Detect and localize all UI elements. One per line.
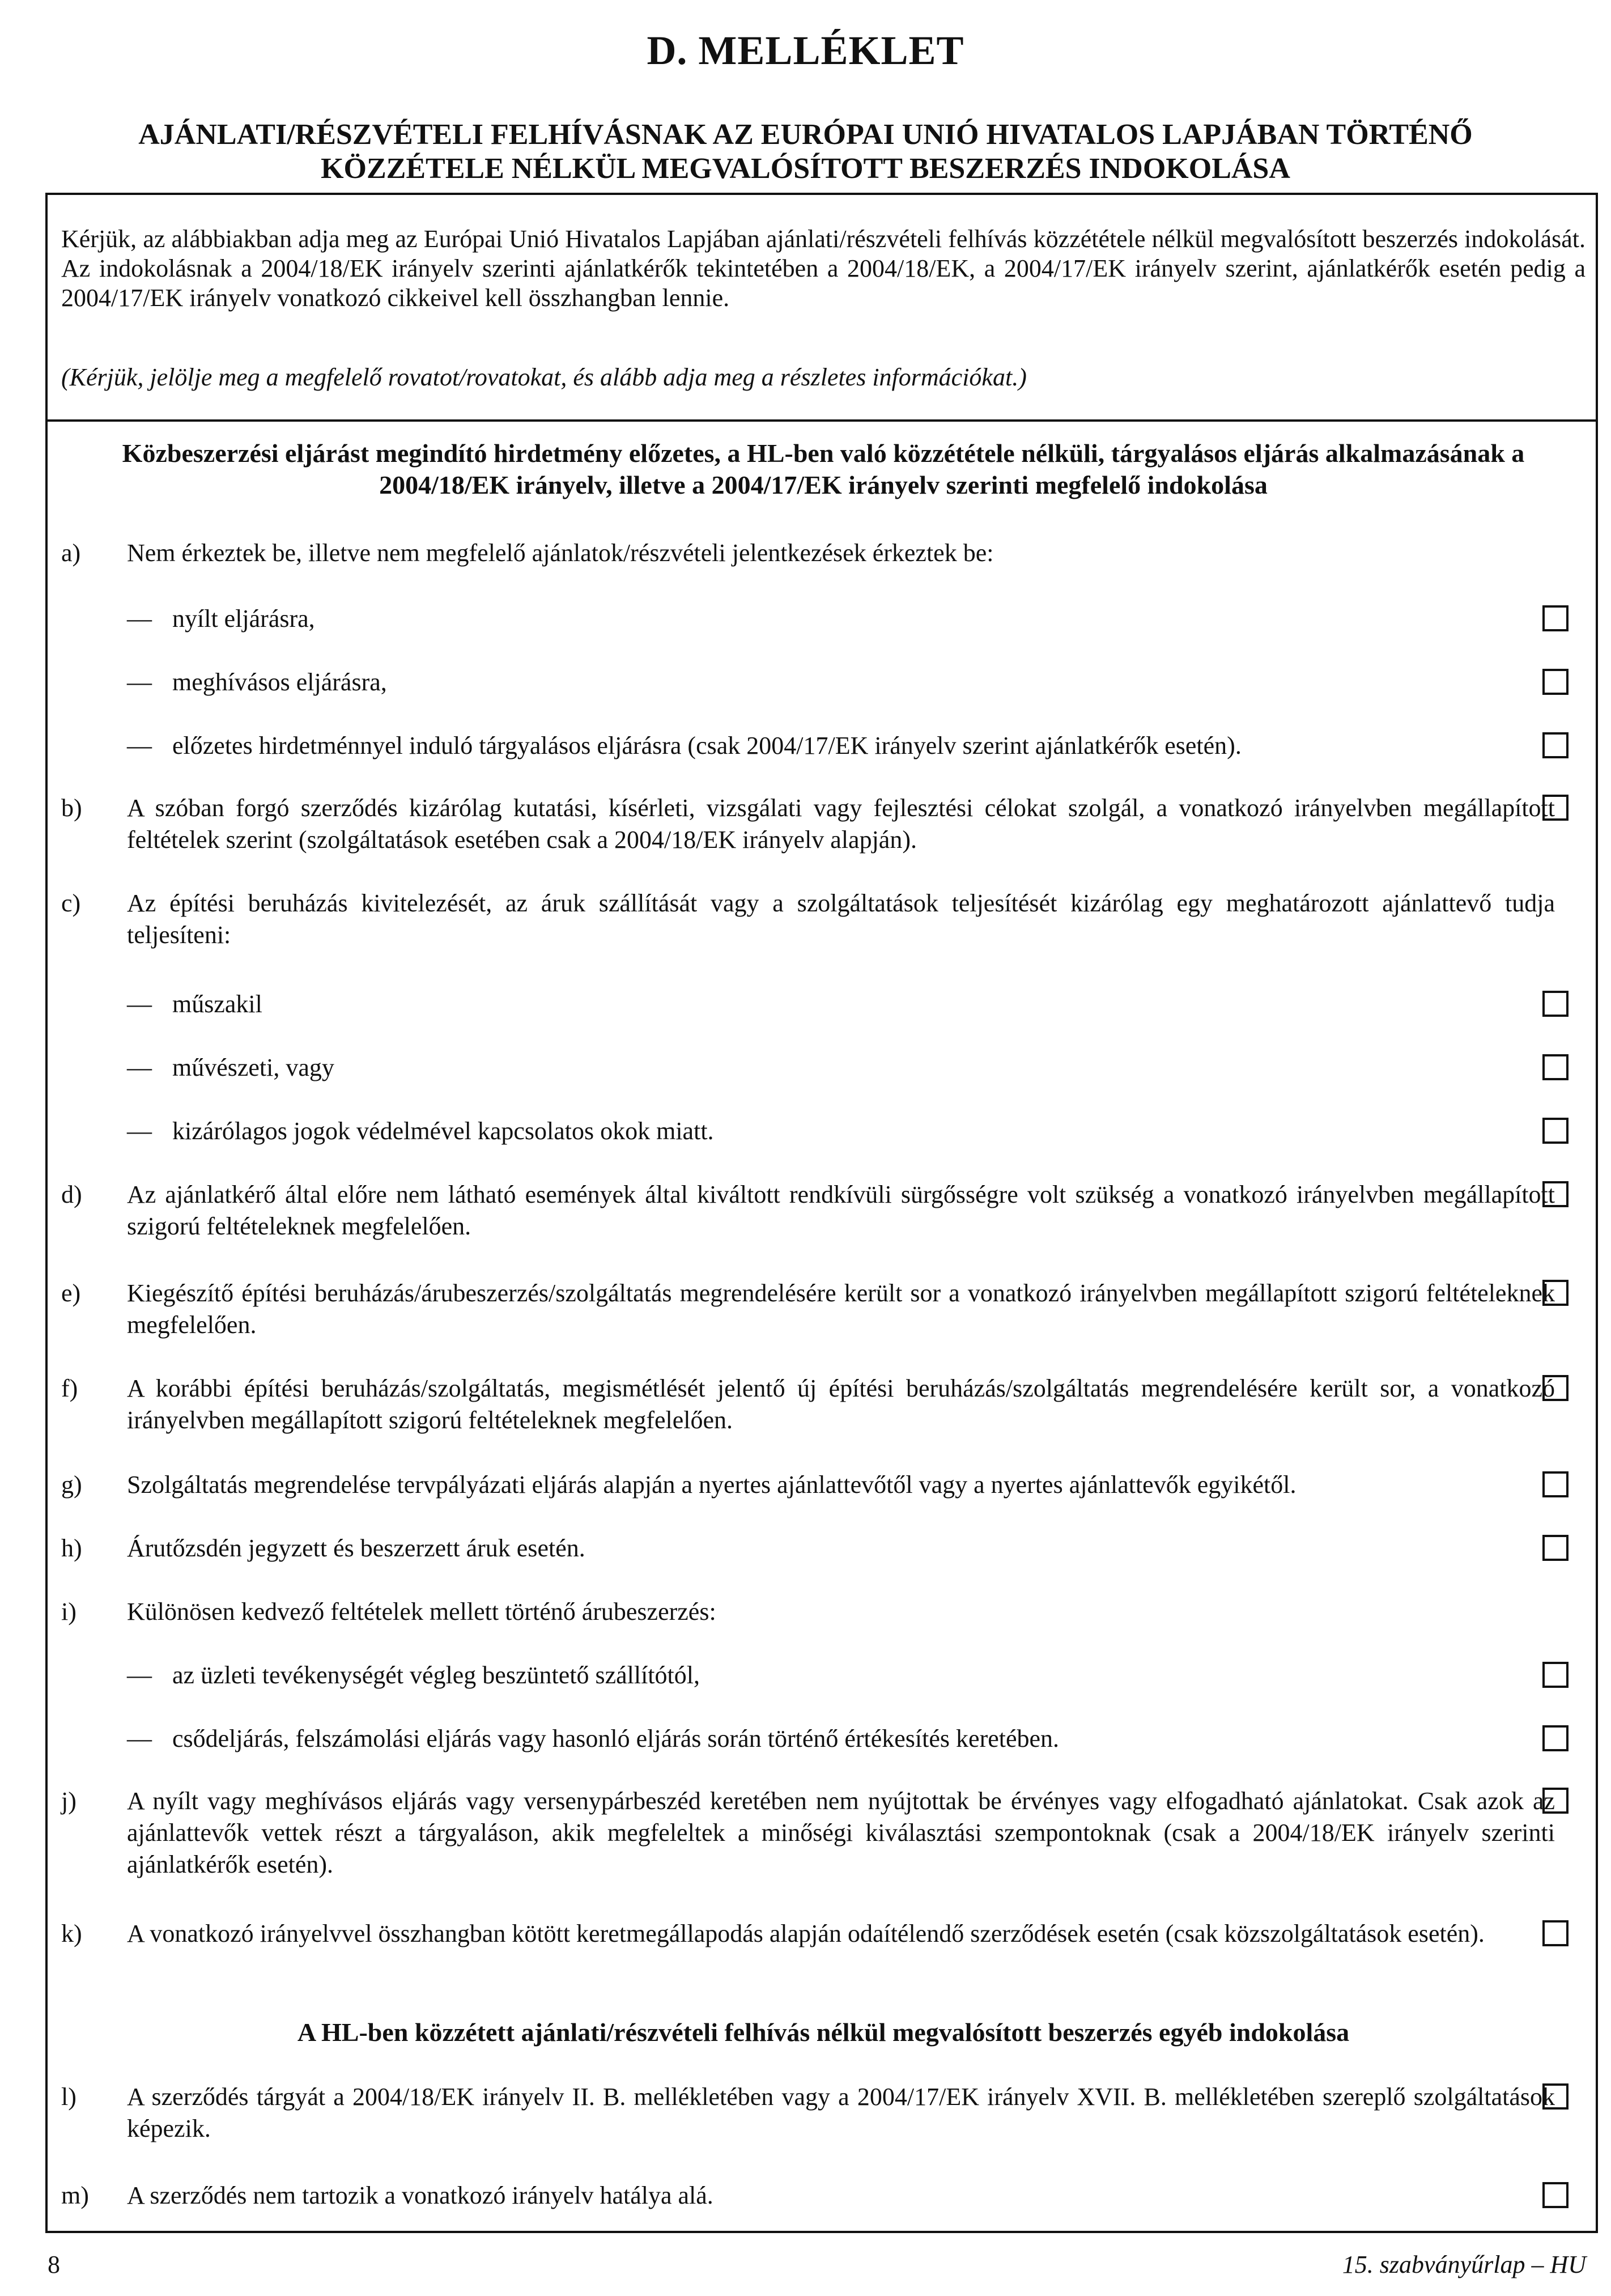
item-text: A szerződés tárgyát a 2004/18/EK irányelv II. B. mellékletében vagy a 2004/17/EK irányelv XVII. B. mellékletében szereplő szolgáltatások képezik. [127, 2083, 1555, 2142]
item-text: Kiegészítő építési beruházás/árubeszerzés/szolgáltatás megrendelésére került sor a vonatkozó irányelvben megállapított szigorú feltételeknek megfelelően. [127, 1279, 1555, 1339]
subtitle-line-1: AJÁNLATI/RÉSZVÉTELI FELHÍVÁSNAK AZ EURÓPAI UNIÓ HIVATALOS LAPJÁBAN TÖRTÉNŐ [138, 118, 1473, 151]
checkbox-a2[interactable] [1542, 669, 1569, 695]
item-text: Árutőzsdén jegyzett és beszerzett áruk esetén. [127, 1534, 585, 1562]
item-text: A korábbi építési beruházás/szolgáltatás, megismétlését jelentő új építési beruházás/szolgáltatás megrendelésére került sor, a vonatkozó irányelvben megállapított szigorú feltételeknek megfelelően. [127, 1374, 1555, 1434]
section-heading-1: Közbeszerzési eljárást megindító hirdetmény előzetes, a HL-ben való közzététele nélküli, tárgyalásos eljárás alkalmazásának a 2004/18/EK irányelv, illetve a 2004/17/EK irányelv szerinti megfelelő indokolása [122, 439, 1525, 499]
item-marker: m) [61, 2182, 89, 2209]
item-marker: d) [61, 1181, 82, 1208]
checkbox-c3[interactable] [1542, 1118, 1569, 1144]
page-title: D. MELLÉKLET [647, 28, 964, 73]
subtitle-line-2: KÖZZÉTELE NÉLKÜL MEGVALÓSÍTOTT BESZERZÉS INDOKOLÁSA [321, 152, 1290, 185]
item-text: A vonatkozó irányelvvel összhangban kötött keretmegállapodás alapján odaítélendő szerződések esetén (csak közszolgáltatások esetén). [127, 1920, 1485, 1947]
dash-marker: — [127, 1117, 152, 1145]
checkbox-f[interactable] [1542, 1375, 1569, 1401]
checkbox-a3[interactable] [1542, 732, 1569, 758]
dash-marker: — [127, 1054, 152, 1081]
checkbox-m[interactable] [1542, 2182, 1569, 2208]
intro-note: (Kérjük, jelölje meg a megfelelő rovatot/rovatokat, és alább adja meg a részletes információkat.) [61, 363, 1027, 391]
item-text: kizárólagos jogok védelmével kapcsolatos okok miatt. [172, 1117, 714, 1145]
item-text: A szóban forgó szerződés kizárólag kutatási, kísérleti, vizsgálati vagy fejlesztési célokat szolgál, a vonatkozó irányelvben megállapított feltételek szerint (szolgáltatások esetében csak a 2004/18/EK irányelv alapján). [127, 794, 1555, 854]
checkbox-b[interactable] [1542, 795, 1569, 821]
item-marker: a) [61, 539, 81, 567]
item-text: előzetes hirdetménnyel induló tárgyalásos eljárásra (csak 2004/17/EK irányelv szerint ajánlatkérők esetén). [172, 732, 1242, 759]
item-text: Különösen kedvező feltételek mellett történő árubeszerzés: [127, 1598, 716, 1626]
checkbox-e[interactable] [1542, 1280, 1569, 1306]
checkbox-h[interactable] [1542, 1535, 1569, 1561]
item-text: nyílt eljárásra, [172, 605, 315, 633]
item-marker: f) [61, 1374, 78, 1402]
checkbox-k[interactable] [1542, 1920, 1569, 1946]
dash-marker: — [127, 732, 152, 759]
item-marker: l) [61, 2083, 76, 2111]
item-text: Nem érkeztek be, illetve nem megfelelő ajánlatok/részvételi jelentkezések érkeztek be: [127, 539, 994, 567]
dash-marker: — [127, 605, 152, 633]
item-marker: i) [61, 1598, 76, 1626]
checkbox-i2[interactable] [1542, 1725, 1569, 1751]
item-marker: c) [61, 889, 81, 917]
intro-text: Kérjük, az alábbiakban adja meg az Európai Unió Hivatalos Lapjában ajánlati/részvételi felhívás közzététele nélkül megvalósított beszerzés indokolását. Az indokolásnak a 2004/18/EK irányelv szerinti ajánlatkérők tekintetében a 2004/18/EK, a 2004/17/EK irányelv szerint, ajánlatkérők esetén pedig a 2004/17/EK irányelv vonatkozó cikkeivel kell összhangban lennie. [61, 225, 1586, 312]
checkbox-i1[interactable] [1542, 1662, 1569, 1688]
section-heading-2: A HL-ben közzétett ajánlati/részvételi felhívás nélkül megvalósított beszerzés egyéb indokolása [297, 2018, 1350, 2047]
checkbox-a1[interactable] [1542, 605, 1569, 631]
item-text: meghívásos eljárásra, [172, 668, 387, 696]
checkbox-l[interactable] [1542, 2083, 1569, 2110]
item-marker: j) [61, 1787, 76, 1815]
intro-divider [45, 419, 1598, 422]
item-text: Az ajánlatkérő által előre nem látható események által kiváltott rendkívüli sürgősségre volt szükség a vonatkozó irányelvben megállapított szigorú feltételeknek megfelelően. [127, 1181, 1555, 1240]
dash-marker: — [127, 990, 152, 1018]
item-text: Szolgáltatás megrendelése tervpályázati eljárás alapján a nyertes ajánlattevőtől vagy a nyertes ajánlattevők egyikétől. [127, 1471, 1297, 1499]
item-text: művészeti, vagy [172, 1054, 334, 1081]
item-text: A nyílt vagy meghívásos eljárás vagy versenypárbeszéd keretében nem nyújtottak be érvényes vagy elfogadható ajánlatokat. Csak azok az ajánlattevők vettek részt a tárgyaláson, akik megfeleltek a minőségi kiválasztási szempontoknak (csak a 2004/18/EK irányelv szerinti ajánlatkérők esetén). [127, 1787, 1555, 1878]
checkbox-g[interactable] [1542, 1471, 1569, 1497]
item-text: műszakil [172, 990, 262, 1018]
form-label: 15. szabványűrlap – HU [1342, 2251, 1586, 2278]
item-text: csődeljárás, felszámolási eljárás vagy hasonló eljárás során történő értékesítés keretében. [172, 1725, 1060, 1752]
page-subtitle [0, 118, 1611, 186]
item-marker: g) [61, 1471, 82, 1499]
item-text: Az építési beruházás kivitelezését, az áruk szállítását vagy a szolgáltatások teljesítését kizárólag egy meghatározott ajánlattevő tudja teljesíteni: [127, 889, 1555, 949]
dash-marker: — [127, 1725, 152, 1752]
checkbox-c2[interactable] [1542, 1054, 1569, 1080]
item-marker: k) [61, 1920, 82, 1947]
checkbox-d[interactable] [1542, 1181, 1569, 1207]
dash-marker: — [127, 1661, 152, 1689]
item-text: A szerződés nem tartozik a vonatkozó irányelv hatálya alá. [127, 2182, 713, 2209]
checkbox-c1[interactable] [1542, 991, 1569, 1017]
item-marker: b) [61, 794, 82, 822]
checkbox-j[interactable] [1542, 1788, 1569, 1814]
dash-marker: — [127, 668, 152, 696]
item-text: az üzleti tevékenységét végleg beszüntető szállítótól, [172, 1661, 700, 1689]
item-marker: e) [61, 1279, 81, 1307]
item-marker: h) [61, 1534, 82, 1562]
page-number: 8 [48, 2251, 60, 2278]
